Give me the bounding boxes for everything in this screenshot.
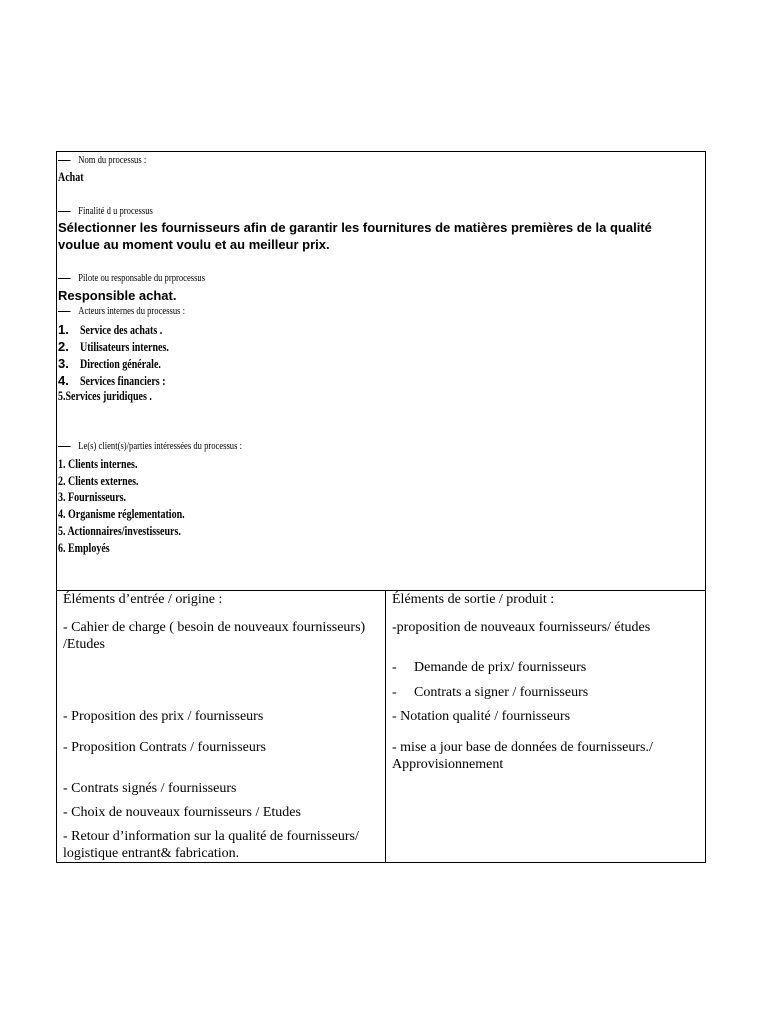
output-item-5: - mise a jour base de données de fournisseurs./ Approvisionnement [392, 740, 653, 772]
pilot-caption-text: Pilote ou responsable du prprocessus [78, 272, 206, 284]
actor-item-1 [58, 321, 183, 339]
input-item-5: - Choix de nouveaux fournisseurs / Etudes [63, 805, 301, 820]
actor-text: Service des achats . [80, 323, 163, 337]
actor-text: Services financiers : [80, 374, 166, 388]
input-item-4: - Contrats signés / fournisseurs [63, 781, 237, 796]
input-item-6: - Retour d’information sur la qualité de fournisseurs/ logistique entrant& fabrication. [63, 829, 359, 861]
actor-number: 2. [58, 339, 69, 354]
input-item-2: - Proposition des prix / fournisseurs [63, 709, 264, 724]
clients-caption-text: Le(s) client(s)/parties intéressées du processus : [78, 440, 242, 452]
client-item-5: 5. Actionnaires/investisseurs. [58, 524, 181, 538]
actor-number: 4. [58, 373, 69, 388]
input-item-1: - Cahier de charge ( besoin de nouveaux fournisseurs) /Etudes [63, 620, 366, 652]
output-item-text: Demande de prix/ fournisseurs [414, 660, 587, 675]
purpose-line-2: voulue au moment voulu et au meilleur prix. [58, 237, 330, 252]
process-name-caption-text: Nom du processus : [78, 154, 147, 166]
output-item-4: - Notation qualité / fournisseurs [392, 709, 571, 724]
process-name-caption [58, 154, 146, 166]
inputs-title: Éléments d’entrée / origine : [63, 592, 223, 607]
actors-caption-text: Acteurs internes du processus : [78, 305, 186, 317]
output-item-3 [392, 684, 702, 701]
io-table [57, 590, 705, 862]
actor-number: 1. [58, 322, 69, 337]
client-item-4: 4. Organisme réglementation. [58, 507, 185, 521]
clients-caption [58, 440, 242, 452]
client-item-2: 2. Clients externes. [58, 474, 139, 488]
actor-item-3 [58, 355, 181, 373]
purpose-caption [58, 205, 153, 217]
dash-bullet: - [392, 685, 397, 700]
actor-text: Direction générale. [80, 357, 161, 371]
client-item-6: 6. Employés [58, 541, 110, 555]
output-item-2 [392, 659, 702, 676]
actors-caption [58, 305, 185, 317]
client-item-3: 3. Fournisseurs. [58, 490, 127, 504]
actor-item-5: 5.Services juridiques . [58, 389, 152, 403]
process-sheet [56, 151, 706, 863]
purpose-caption-text: Finalité d u processus [78, 205, 153, 217]
output-item-1: -proposition de nouveaux fournisseurs/ études [392, 620, 651, 635]
client-item-1: 1. Clients internes. [58, 457, 138, 471]
pilot-value: Responsible achat. [58, 288, 177, 303]
actor-item-4 [58, 372, 187, 390]
process-name-value: Achat [58, 170, 84, 184]
process-description [57, 152, 705, 591]
dash-bullet: - [392, 660, 397, 675]
actor-item-2 [58, 338, 191, 356]
purpose-line-1: Sélectionner les fournisseurs afin de garantir les fournitures de matières premières de la qualité [58, 220, 652, 235]
input-item-3: - Proposition Contrats / fournisseurs [63, 740, 266, 755]
output-item-text: Contrats a signer / fournisseurs [414, 685, 589, 700]
actor-text: Utilisateurs internes. [80, 340, 169, 354]
outputs-title: Éléments de sortie / produit : [392, 592, 555, 607]
actor-number: 3. [58, 356, 69, 371]
pilot-caption [58, 272, 205, 284]
column-divider [385, 590, 386, 862]
